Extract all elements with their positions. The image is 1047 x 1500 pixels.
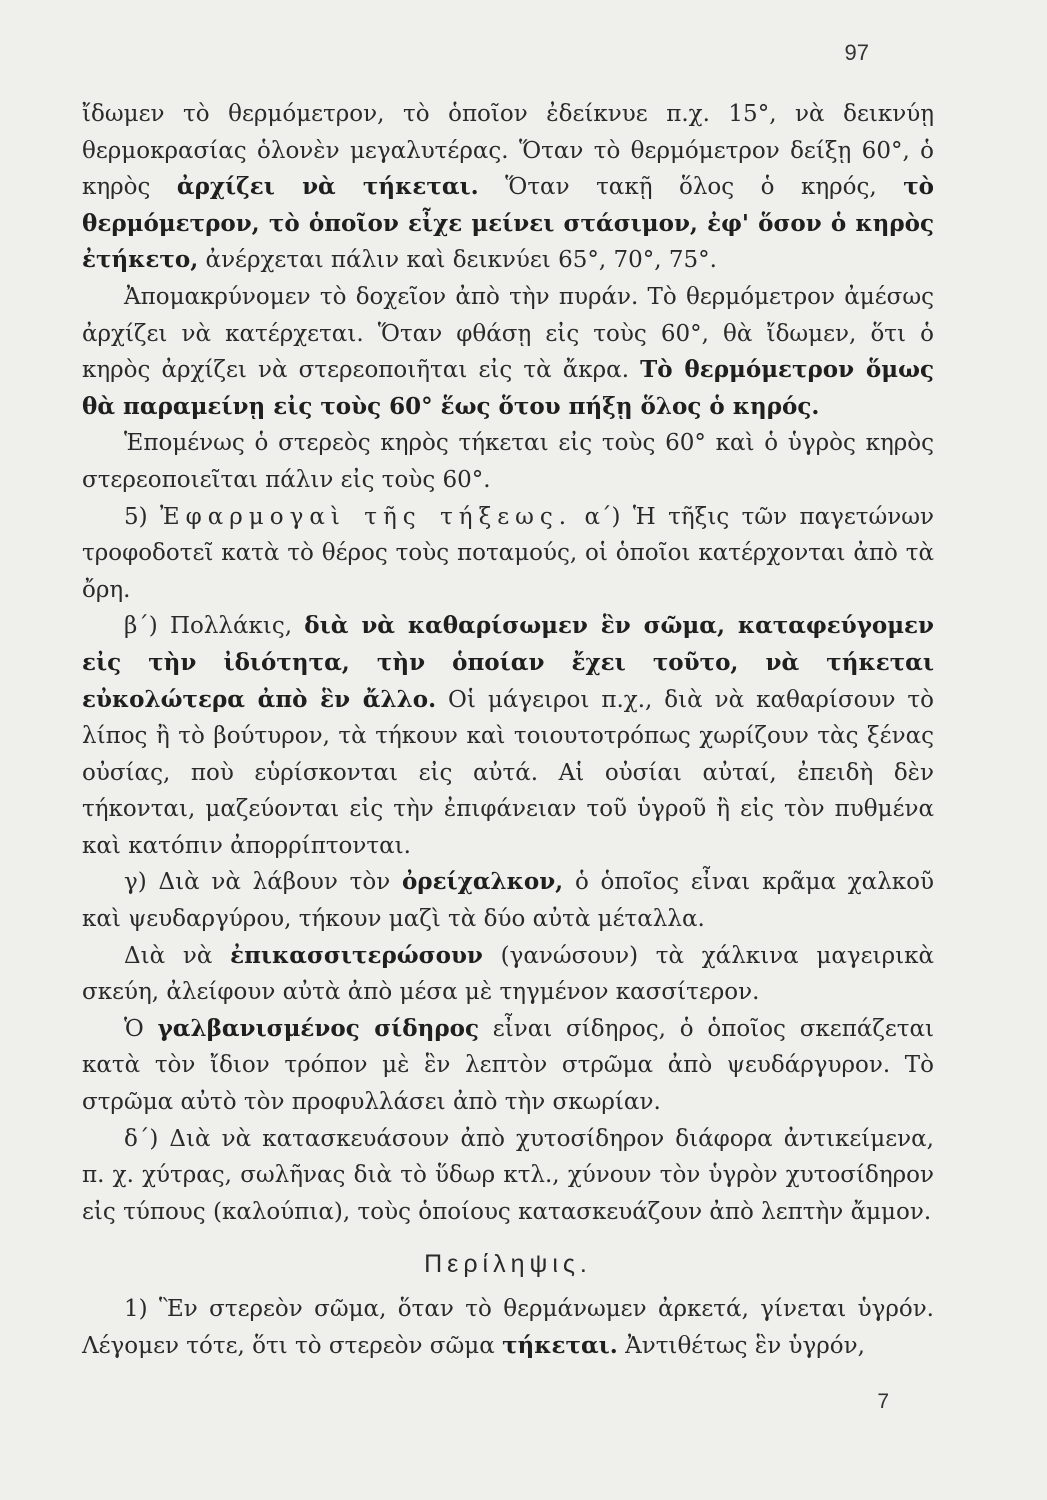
text-run: α΄) Ἡ τῆξις τῶν παγετώνων τροφοδοτεῖ κατὰ τὸ θέρος τοὺς ποταμούς, οἱ ὁποῖοι κατέρχονται ἀπὸ τὰ ὄρη.	[82, 503, 934, 603]
section-title: Περίληψις.	[424, 1250, 592, 1279]
bold-run: διὰ νὰ καθαρίσωμεν ἓν σῶμα, καταφεύγομεν εἰς τὴν ἰδιότητα, τὴν ὁποίαν ἔχει τοῦτο, νὰ τήκεται εὐκολώτερα ἀπὸ ἓν ἄλλο.	[82, 612, 934, 713]
page-body	[82, 96, 934, 1364]
text-run: Διὰ νὰ	[124, 942, 231, 969]
spaced-heading: Ἐφαρμογαὶ τῆς τήξεως.	[160, 503, 573, 530]
paragraph-8	[82, 1011, 934, 1121]
signature-mark: 7	[877, 1390, 889, 1413]
paragraph-6	[82, 864, 934, 937]
text-run: ἀνέρχεται πάλιν καὶ δεικνύει 65°, 70°, 75°.	[198, 247, 717, 274]
paragraph-3	[82, 425, 934, 498]
bold-run: ἀρχίζει νὰ τήκεται.	[176, 173, 479, 201]
paragraph-1	[82, 96, 934, 279]
paragraph-5	[82, 608, 934, 864]
text-run: Οἱ μάγειροι π.χ., διὰ νὰ καθαρίσουν τὸ λίπος ἢ τὸ βούτυρον, τὰ τήκουν καὶ τοιουτοτρόπως χωρίζουν τὰς ξένας οὐσίας, ποὺ εὑρίσκονται εἰς αὐτά. Αἱ οὐσίαι αὐταί, ἐπειδὴ δὲν τήκονται, μαζεύονται εἰς τὴν ἐπιφάνειαν τοῦ ὑγροῦ ἢ εἰς τὸν πυθμένα καὶ κατόπιν ἀπορρίπτονται.	[82, 686, 934, 859]
text-run: Ἀπομακρύνομεν τὸ δοχεῖον ἀπὸ τὴν πυράν. Τὸ θερμόμετρον ἀμέσως ἀρχίζει νὰ κατέρχεται. Ὅταν φθάσῃ εἰς τοὺς 60°, θὰ ἴδωμεν, ὅτι ὁ κηρὸς ἀρχίζει νὰ στερεοποιῆται εἰς τὰ ἄκρα.	[82, 283, 934, 384]
text-run: εἶναι σίδηρος, ὁ ὁποῖος σκεπάζεται κατὰ τὸν ἴδιον τρόπον μὲ ἓν λεπτὸν στρῶμα ἀπὸ ψευδάργυρον. Τὸ στρῶμα αὐτὸ τὸν προφυλλάσει ἀπὸ τὴν σκωρίαν.	[82, 1015, 935, 1116]
bold-run: τὸ θερμόμετρον, τὸ ὁποῖον εἶχε μείνει στάσιμον, ἐφ' ὅσον ὁ κηρὸς ἐτήκετο,	[82, 173, 935, 274]
bold-run: ἐπικασσιτερώσουν	[230, 941, 483, 969]
bold-run: τήκεται.	[502, 1331, 618, 1359]
text-run: β΄) Πολλάκις,	[124, 613, 305, 640]
list-number: 5)	[124, 503, 161, 530]
text-run: Ἀντιθέτως ἓν ὑγρόν,	[617, 1332, 865, 1359]
paragraph-9	[82, 1121, 934, 1231]
paragraph-10	[82, 1291, 934, 1364]
text-run: Ὅταν τακῇ ὅλος ὁ κηρός,	[478, 174, 904, 201]
text-run: Ἑπομένως ὁ στερεὸς κηρὸς τήκεται εἰς τοὺς 60° καὶ ὁ ὑγρὸς κηρὸς στερεοποιεῖται πάλιν εἰς τοὺς 60°.	[82, 430, 934, 493]
page-number: 97	[844, 40, 869, 65]
text-run: ὁ ὁποῖος εἶναι κρᾶμα χαλκοῦ καὶ ψευδαργύρου, τήκουν μαζὶ τὰ δύο αὐτὰ μέταλλα.	[82, 869, 934, 933]
bold-run: γαλβανισμένος σίδηρος	[157, 1014, 479, 1042]
text-run: δ΄) Διὰ νὰ κατασκευάσουν ἀπὸ χυτοσίδηρον διάφορα ἀντικείμενα, π. χ. χύτρας, σωλῆνας διὰ τὸ ὕδωρ κτλ., χύνουν τὸν ὑγρὸν χυτοσίδηρον εἰς τύπους (καλούπια), τοὺς ὁποίους κατασκευάζουν ἀπὸ λεπτὴν ἄμμον.	[82, 1125, 934, 1225]
text-run: γ) Διὰ νὰ λάβουν τὸν	[124, 869, 402, 896]
paragraph-2	[82, 279, 934, 425]
text-run: (γανώσουν) τὰ χάλκινα μαγειρικὰ σκεύη, ἀλείφουν αὐτὰ ἀπὸ μέσα μὲ τηγμένον κασσίτερον.	[82, 942, 935, 1006]
text-run: ἴδωμεν τὸ θερμόμετρον, τὸ ὁποῖον ἐδείκνυε π.χ. 15°, νὰ δεικνύῃ θερμοκρασίας ὁλονὲν μεγαλυτέρας. Ὅταν τὸ θερμόμετρον δείξῃ 60°, ὁ κηρὸς	[82, 101, 934, 201]
bold-run: ὀρείχαλκον,	[401, 868, 564, 896]
paragraph-4	[82, 499, 934, 609]
text-run: Ὁ	[124, 1015, 158, 1042]
text-run: 1) Ἓν στερεὸν σῶμα, ὅταν τὸ θερμάνωμεν ἀρκετά, γίνεται ὑγρόν. Λέγομεν τότε, ὅτι τὸ στερεὸν σῶμα	[82, 1296, 934, 1359]
bold-run: Τὸ θερμόμετρον ὅμως θὰ παραμείνῃ εἰς τοὺς 60° ἕως ὅτου πήξῃ ὅλος ὁ κηρός.	[82, 356, 934, 420]
paragraph-7	[82, 938, 934, 1011]
